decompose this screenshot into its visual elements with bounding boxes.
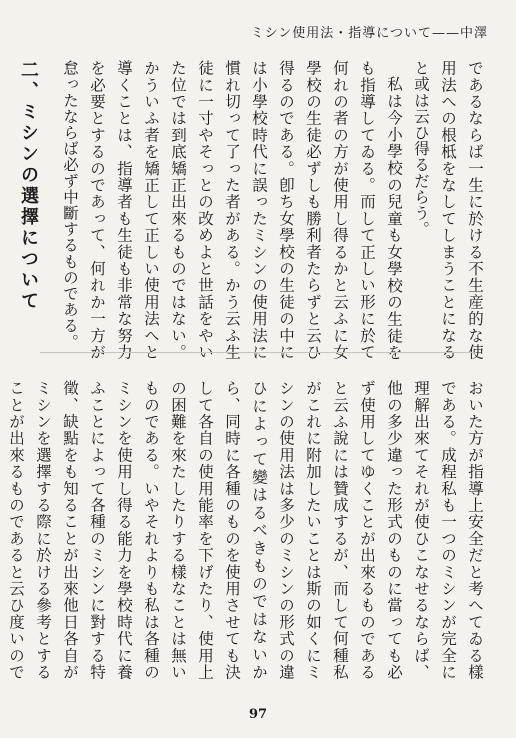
body-paragraph: おいた方が指導上安全だと考へてゐる樣である。成程私も一つのミシンが完全に理解出來てそれが使ひこなせるならば、他の多少違った形式のものに當っても必ず使用してゆくことが出來るものであると云ふ說には贊成するが、而して何種私がこれに附加したいことは斯の如くにミシンの使用法は多少のミシンの形式の違ひによって變はるべきものではないから、同時に各種のものを使用させても決して各自の使用能率を下げたり、使用上の困難を來たしたりする樣なことは無いものである。いやそれよりも私は各種のミシンを使用し得る能力を學校時代に養ふことによって各種のミシンに對する特徵、缺點をも知ることが出來他日各自がミシンを選擇する際に於ける參考とすることが出來るものであると云ひ度いので — [7, 380, 484, 680]
running-header: ミシン使用法・指導について——中澤 — [250, 26, 488, 41]
upper-column — [18, 60, 488, 360]
body-paragraph: 私は今小學校の兒童も女學校の生徒をも指導してゐる。而して正しい形に於て何れの者の方が使用し得るかと云ふに女學校の生徒必ずしも勝利者たらずと云ひ得るのである。卽ち女學校の生徒の中には小學校時代に誤ったミシンの使用法に慣れ切って了った者がある。かう云ふ生徒に一寸やそっとの改めよと世話をやいた位では到底矯正出來るものではない。かういふ者を矯正して正しい使用法へと導くことは、指導者も生徒も非常な努力を必要とするのであって、何れか一方が怠ったならば必ず中斷するものである。 — [61, 60, 403, 360]
body-paragraph: であるならば一生に於ける不生産的な使用法への根柢をなしてしまうことになると或は云ひ得るだらう。 — [412, 60, 484, 360]
page-number: 97 — [248, 707, 268, 722]
column-divider — [40, 352, 476, 353]
body-paragraph — [0, 60, 1, 360]
lower-column — [7, 380, 488, 680]
section-heading: 二、ミシンの選擇について — [18, 60, 39, 312]
